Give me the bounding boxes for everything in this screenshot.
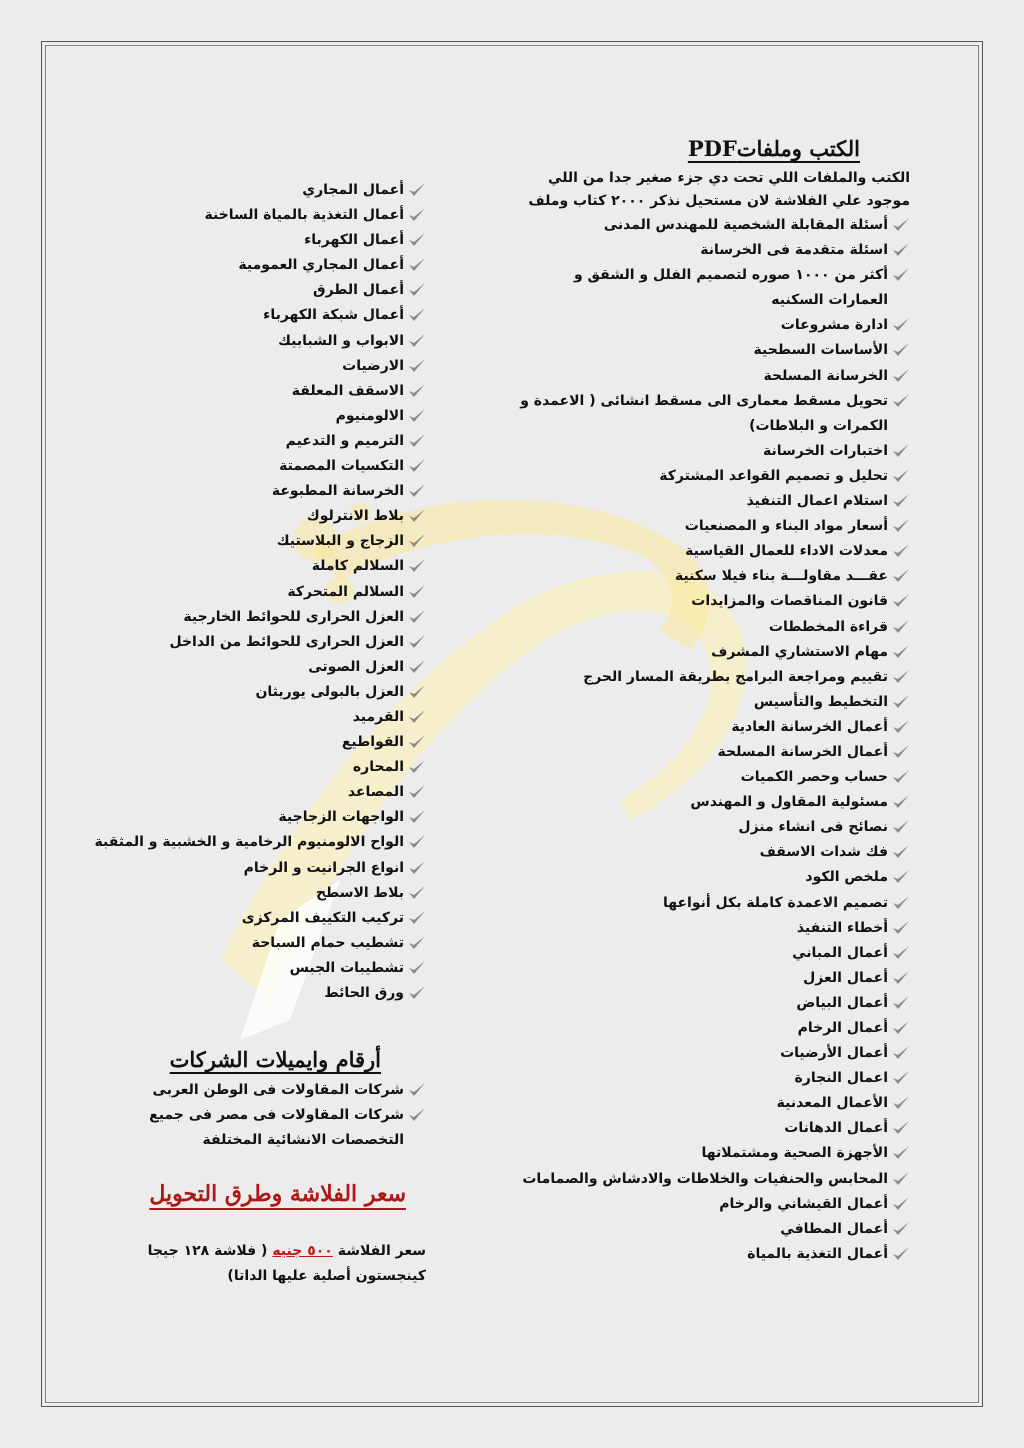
check-mark-icon bbox=[892, 1070, 910, 1086]
check-mark-icon bbox=[892, 368, 910, 384]
list-item bbox=[80, 454, 426, 479]
list-item-label: أعمال المطافي bbox=[780, 1220, 888, 1237]
list-item bbox=[515, 1066, 910, 1091]
price-value: ٥٠٠ جنيه bbox=[272, 1243, 333, 1260]
list-item bbox=[515, 1167, 910, 1192]
list-item bbox=[515, 865, 910, 890]
left-column bbox=[80, 178, 426, 1289]
check-mark-icon bbox=[892, 568, 910, 584]
check-mark-icon bbox=[892, 895, 910, 911]
list-item-label: تحليل و تصميم القواعد المشتركة bbox=[659, 467, 888, 484]
check-mark-icon bbox=[892, 794, 910, 810]
check-mark-icon bbox=[892, 1045, 910, 1061]
check-mark-icon bbox=[892, 267, 910, 283]
list-item-label: تقييم ومراجعة البرامج بطريقة المسار الحرج bbox=[583, 668, 888, 685]
list-item-label: الواجهات الزجاجية bbox=[278, 809, 404, 826]
check-mark-icon bbox=[892, 593, 910, 609]
list-item bbox=[515, 665, 910, 690]
list-item bbox=[515, 1141, 910, 1166]
check-mark-icon bbox=[408, 684, 426, 700]
list-item-label: العزل بالبولى يوريثان bbox=[255, 683, 404, 700]
check-mark-icon bbox=[892, 217, 910, 233]
list-item-label: ملخص الكود bbox=[805, 869, 888, 886]
list-item bbox=[515, 489, 910, 514]
list-item bbox=[80, 830, 426, 855]
check-mark-icon bbox=[408, 709, 426, 725]
list-item bbox=[515, 1091, 910, 1116]
check-mark-icon bbox=[408, 533, 426, 549]
list-item bbox=[80, 931, 426, 956]
list-item bbox=[80, 278, 426, 303]
list-item-label: الخرسانة المطبوعة bbox=[271, 483, 404, 500]
list-item bbox=[515, 213, 910, 238]
list-item bbox=[80, 529, 426, 554]
list-item bbox=[515, 364, 910, 389]
list-item bbox=[80, 329, 426, 354]
list-item-label: اعمال النجارة bbox=[794, 1070, 888, 1087]
list-item-label: اسئلة متقدمة فى الخرسانة bbox=[700, 242, 888, 259]
list-item-label: أعمال المجاري bbox=[302, 182, 404, 198]
list-item-label: المحابس والحنفيات والخلاطات والادشاش والصمامات bbox=[522, 1170, 888, 1187]
check-mark-icon bbox=[892, 1246, 910, 1262]
list-item bbox=[515, 991, 910, 1016]
list-item-label: معدلات الاداء للعمال القياسية bbox=[685, 543, 888, 560]
list-item bbox=[80, 605, 426, 630]
check-mark-icon bbox=[408, 985, 426, 1001]
check-mark-icon bbox=[892, 1171, 910, 1187]
list-item-label: أعمال الكهرباء bbox=[304, 232, 404, 249]
check-mark-icon bbox=[408, 307, 426, 323]
works-list bbox=[80, 178, 426, 1006]
check-mark-icon bbox=[892, 468, 910, 484]
check-mark-icon bbox=[892, 1095, 910, 1111]
list-item bbox=[515, 313, 910, 338]
companies-section-title: أرقام وايميلات الشركات bbox=[169, 1047, 381, 1073]
list-item bbox=[80, 730, 426, 755]
check-mark-icon bbox=[408, 910, 426, 926]
list-item-label: تحويل مسقط معمارى الى مسقط انشائى ( الاعمدة و الكمرات و البلاطات) bbox=[520, 392, 888, 434]
list-item bbox=[515, 1116, 910, 1141]
price-text bbox=[80, 1239, 426, 1289]
check-mark-icon bbox=[892, 694, 910, 710]
list-item bbox=[80, 303, 426, 328]
check-mark-icon bbox=[892, 342, 910, 358]
list-item bbox=[80, 203, 426, 228]
list-item-label: أعمال المجاري العمومية bbox=[238, 257, 404, 274]
list-item-label: أعمال التغذية بالمياة الساخنة bbox=[204, 207, 404, 224]
list-item-label: القواطيع bbox=[341, 734, 404, 751]
list-item bbox=[515, 1041, 910, 1066]
list-item bbox=[515, 891, 910, 916]
list-item bbox=[515, 238, 910, 263]
list-item bbox=[515, 1242, 910, 1267]
list-item-label: أعمال العزل bbox=[803, 969, 888, 986]
list-item-label: أسعار مواد البناء و المصنعيات bbox=[684, 518, 888, 535]
check-mark-icon bbox=[892, 644, 910, 660]
check-mark-icon bbox=[408, 734, 426, 750]
check-mark-icon bbox=[892, 443, 910, 459]
list-item-label: أعمال الخرسانة المسلحة bbox=[717, 743, 888, 760]
list-item bbox=[515, 1016, 910, 1041]
check-mark-icon bbox=[408, 1107, 426, 1123]
list-item bbox=[515, 690, 910, 715]
list-item bbox=[515, 514, 910, 539]
list-item-label: أعمال الطرق bbox=[313, 282, 404, 299]
list-item bbox=[515, 916, 910, 941]
check-mark-icon bbox=[892, 1196, 910, 1212]
check-mark-icon bbox=[892, 619, 910, 635]
list-item-label: شركات المقاولات فى مصر فى جميع التخصصات الانشائية المختلفة bbox=[149, 1107, 404, 1149]
check-mark-icon bbox=[408, 584, 426, 600]
check-mark-icon bbox=[408, 508, 426, 524]
list-item-label: الاسقف المعلقة bbox=[291, 382, 404, 399]
price-section-title: سعر الفلاشة وطرق التحويل bbox=[149, 1181, 406, 1208]
check-mark-icon bbox=[892, 869, 910, 885]
list-item bbox=[80, 956, 426, 981]
check-mark-icon bbox=[892, 945, 910, 961]
list-item-label: أسئلة المقابلة الشخصية للمهندس المدنى bbox=[603, 217, 888, 233]
list-item-label: أعمال المباني bbox=[792, 944, 888, 961]
list-item-label: الأساسات السطحية bbox=[753, 342, 888, 359]
right-column bbox=[515, 135, 910, 1267]
list-item bbox=[515, 1192, 910, 1217]
list-item-label: أعمال الأرضيات bbox=[780, 1045, 888, 1062]
list-item bbox=[80, 253, 426, 278]
list-item-label: قانون المناقصات والمزايدات bbox=[691, 593, 888, 610]
check-mark-icon bbox=[892, 543, 910, 559]
list-item-label: فك شدات الاسقف bbox=[759, 844, 888, 861]
list-item bbox=[80, 504, 426, 529]
list-item-label: عقـــد مقاولـــة بناء فيلا سكنية bbox=[674, 568, 888, 585]
list-item-label: نصائح فى انشاء منزل bbox=[738, 819, 888, 836]
check-mark-icon bbox=[408, 809, 426, 825]
check-mark-icon bbox=[892, 1120, 910, 1136]
check-mark-icon bbox=[408, 759, 426, 775]
list-item bbox=[80, 554, 426, 579]
price-prefix: سعر الفلاشة bbox=[337, 1243, 426, 1260]
check-mark-icon bbox=[892, 1020, 910, 1036]
check-mark-icon bbox=[408, 1082, 426, 1098]
check-mark-icon bbox=[408, 257, 426, 273]
list-item bbox=[515, 263, 910, 313]
list-item-label: الابواب و الشبابيك bbox=[278, 332, 404, 349]
list-item-label: الالومنيوم bbox=[335, 407, 404, 424]
list-item-label: أعمال التغذية بالمياة bbox=[747, 1245, 888, 1262]
list-item-label: تشطيب حمام السباحة bbox=[251, 934, 404, 951]
list-item bbox=[80, 805, 426, 830]
list-item bbox=[515, 966, 910, 991]
check-mark-icon bbox=[408, 358, 426, 374]
check-mark-icon bbox=[408, 935, 426, 951]
list-item-label: العزل الحرارى للحوائط من الداخل bbox=[169, 633, 404, 650]
list-item bbox=[515, 439, 910, 464]
list-item-label: الارضيات bbox=[342, 357, 404, 374]
check-mark-icon bbox=[408, 207, 426, 223]
list-item-label: المحاره bbox=[352, 759, 404, 776]
list-item-label: الترميم و التدعيم bbox=[285, 432, 404, 449]
check-mark-icon bbox=[408, 558, 426, 574]
list-item-label: ادارة مشروعات bbox=[780, 317, 888, 334]
list-item-label: أكثر من ١٠٠٠ صوره لتصميم الفلل و الشقق و العمارات السكنيه bbox=[573, 267, 888, 309]
list-item bbox=[515, 539, 910, 564]
list-item bbox=[80, 655, 426, 680]
list-item bbox=[80, 755, 426, 780]
check-mark-icon bbox=[408, 433, 426, 449]
list-item-label: أعمال الدهانات bbox=[784, 1120, 888, 1137]
list-item bbox=[80, 856, 426, 881]
check-mark-icon bbox=[892, 844, 910, 860]
check-mark-icon bbox=[408, 232, 426, 248]
check-mark-icon bbox=[892, 393, 910, 409]
list-item-label: شركات المقاولات فى الوطن العربى bbox=[152, 1082, 404, 1099]
list-item bbox=[515, 464, 910, 489]
list-item-label: التخطيط والتأسيس bbox=[753, 693, 888, 710]
check-mark-icon bbox=[892, 1145, 910, 1161]
list-item-label: أعمال الخرسانة العادية bbox=[731, 718, 888, 735]
check-mark-icon bbox=[408, 609, 426, 625]
list-item bbox=[80, 1078, 426, 1103]
check-mark-icon bbox=[892, 493, 910, 509]
list-item-label: بلاط الانترلوك bbox=[306, 508, 404, 525]
list-item bbox=[515, 640, 910, 665]
companies-list bbox=[80, 1078, 426, 1153]
list-item-label: التكسيات المصمتة bbox=[279, 458, 404, 475]
list-item-label: الأجهزة الصحية ومشتملاتها bbox=[701, 1145, 888, 1162]
list-item-label: أخطاء التنفيذ bbox=[796, 919, 888, 936]
check-mark-icon bbox=[408, 182, 426, 198]
list-item-label: السلالم المتحركة bbox=[287, 583, 404, 600]
check-mark-icon bbox=[408, 634, 426, 650]
list-item bbox=[515, 1217, 910, 1242]
list-item bbox=[80, 228, 426, 253]
list-item-label: استلام اعمال التنفيذ bbox=[746, 493, 888, 510]
list-item bbox=[80, 1103, 426, 1153]
list-item bbox=[80, 680, 426, 705]
list-item bbox=[80, 705, 426, 730]
list-item bbox=[515, 941, 910, 966]
list-item bbox=[515, 790, 910, 815]
list-item bbox=[515, 338, 910, 363]
list-item-label: أعمال البياض bbox=[796, 994, 888, 1011]
books-section-title: الكتب وملفاتPDF bbox=[687, 136, 860, 161]
list-item-label: السلالم كاملة bbox=[311, 558, 404, 575]
list-item bbox=[80, 981, 426, 1006]
list-item-label: الواح الالومنيوم الرخامية و الخشبية و المثقبة bbox=[94, 834, 404, 851]
list-item-label: ورق الحائط bbox=[324, 985, 404, 1001]
check-mark-icon bbox=[408, 960, 426, 976]
list-item bbox=[80, 580, 426, 605]
check-mark-icon bbox=[408, 408, 426, 424]
check-mark-icon bbox=[408, 860, 426, 876]
list-item bbox=[80, 379, 426, 404]
list-item-label: المصاعد bbox=[347, 784, 404, 801]
list-item bbox=[515, 740, 910, 765]
list-item-label: قراءة المخططات bbox=[768, 618, 888, 635]
books-intro: الكتب والملفات اللي تحت دي جزء صغير جدا من اللي موجود علي الفلاشة لان مستحيل نذكر ٢٠٠٠ كتاب وملف bbox=[528, 170, 910, 209]
check-mark-icon bbox=[892, 970, 910, 986]
check-mark-icon bbox=[892, 1221, 910, 1237]
list-item bbox=[80, 429, 426, 454]
list-item-label: العزل الصوتى bbox=[308, 658, 404, 675]
books-list bbox=[515, 213, 910, 1267]
check-mark-icon bbox=[408, 834, 426, 850]
list-item-label: تصميم الاعمدة كاملة بكل أنواعها bbox=[662, 894, 888, 911]
list-item bbox=[515, 815, 910, 840]
list-item bbox=[80, 354, 426, 379]
list-item-label: بلاط الاسطح bbox=[315, 884, 404, 901]
list-item bbox=[515, 765, 910, 790]
list-item-label: تركيب التكييف المركزى bbox=[241, 909, 404, 926]
list-item-label: الأعمال المعدنية bbox=[776, 1095, 888, 1112]
list-item bbox=[80, 780, 426, 805]
list-item-label: أعمال القيشاني والرخام bbox=[719, 1195, 888, 1212]
list-item-label: العزل الحرارى للحوائط الخارجية bbox=[183, 608, 404, 625]
list-item bbox=[80, 906, 426, 931]
check-mark-icon bbox=[892, 995, 910, 1011]
check-mark-icon bbox=[892, 744, 910, 760]
list-item bbox=[515, 840, 910, 865]
list-item bbox=[515, 564, 910, 589]
list-item bbox=[80, 630, 426, 655]
list-item bbox=[80, 881, 426, 906]
check-mark-icon bbox=[892, 242, 910, 258]
check-mark-icon bbox=[408, 784, 426, 800]
list-item bbox=[515, 589, 910, 614]
check-mark-icon bbox=[408, 458, 426, 474]
check-mark-icon bbox=[408, 483, 426, 499]
list-item-label: القرميد bbox=[352, 708, 404, 725]
check-mark-icon bbox=[408, 659, 426, 675]
price-suffix: ( فلاشة ١٢٨ جيجا كينجستون أصلية عليها الداتا) bbox=[147, 1243, 426, 1285]
list-item-label: الزجاج و البلاستيك bbox=[276, 533, 404, 550]
list-item-label: مسئولية المقاول و المهندس bbox=[690, 794, 888, 811]
list-item bbox=[80, 404, 426, 429]
check-mark-icon bbox=[892, 769, 910, 785]
check-mark-icon bbox=[892, 920, 910, 936]
list-item-label: أعمال الرخام bbox=[797, 1020, 888, 1036]
check-mark-icon bbox=[892, 317, 910, 333]
check-mark-icon bbox=[892, 518, 910, 534]
list-item-label: انواع الجرانيت و الرخام bbox=[243, 859, 404, 876]
list-item-label: تشطيبات الجبس bbox=[289, 959, 404, 976]
check-mark-icon bbox=[892, 669, 910, 685]
check-mark-icon bbox=[892, 719, 910, 735]
check-mark-icon bbox=[408, 282, 426, 298]
list-item bbox=[80, 479, 426, 504]
check-mark-icon bbox=[892, 819, 910, 835]
list-item-label: الخرسانة المسلحة bbox=[763, 367, 888, 384]
list-item bbox=[515, 615, 910, 640]
check-mark-icon bbox=[408, 383, 426, 399]
check-mark-icon bbox=[408, 885, 426, 901]
list-item bbox=[515, 389, 910, 439]
list-item-label: مهام الاستشاري المشرف bbox=[711, 643, 888, 660]
list-item-label: أعمال شبكة الكهرباء bbox=[263, 307, 404, 324]
list-item bbox=[515, 715, 910, 740]
list-item bbox=[80, 178, 426, 203]
list-item-label: حساب وحصر الكميات bbox=[740, 769, 888, 786]
list-item-label: اختبارات الخرسانة bbox=[762, 442, 888, 459]
check-mark-icon bbox=[408, 333, 426, 349]
